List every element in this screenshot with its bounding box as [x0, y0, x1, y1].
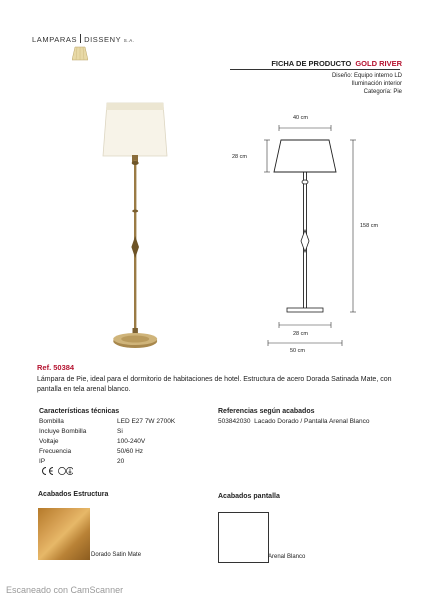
- spec-label: Incluye Bombilla: [39, 428, 87, 435]
- brand-name-left: LAMPARAS: [32, 35, 78, 44]
- lampshade-logo-icon: [72, 46, 88, 61]
- dim-top-width: 40 cm: [293, 115, 308, 121]
- spec-value: LED E27 7W 2700K: [117, 418, 176, 425]
- spec-value: 100-240V: [117, 438, 146, 445]
- dim-overall-width: 50 cm: [290, 348, 305, 354]
- technical-drawing: [255, 120, 375, 360]
- product-name: GOLD RIVER: [355, 59, 402, 68]
- spec-label: Bombilla: [39, 418, 64, 425]
- product-reference: Ref. 50384: [37, 363, 75, 372]
- spec-label: Frecuencia: [39, 448, 72, 455]
- product-description: Lámpara de Pie, ideal para el dormitorio de habitaciones de hotel. Estructura de acero Dorada Satinada Mate, con pantalla en tela arenal blanco.: [37, 376, 392, 393]
- dim-shade-height: 28 cm: [232, 154, 247, 160]
- spec-row: [39, 438, 146, 445]
- meta-category: Categoría: Pie: [363, 89, 402, 95]
- finishes-ref-row: [218, 418, 369, 425]
- spec-row: [39, 418, 176, 425]
- certification-icons: [39, 466, 73, 476]
- structure-finish-label: Dorado Satin Mate: [91, 552, 142, 558]
- ce-mark-icon: [43, 468, 54, 475]
- spec-row: [39, 428, 123, 435]
- gold-finish-swatch: [38, 508, 90, 560]
- spec-label: Voltaje: [39, 438, 59, 445]
- structure-finish-title: Acabados Estructura: [38, 491, 109, 498]
- spec-row: [39, 458, 125, 465]
- header-divider: [230, 69, 400, 70]
- brand-separator: [80, 34, 81, 43]
- spec-row: [39, 448, 144, 455]
- scanner-watermark: Escaneado con CamScanner: [6, 585, 124, 595]
- specs-title: Características técnicas: [39, 408, 120, 415]
- spec-value: 20: [117, 458, 125, 465]
- brand-name-right: DISSENY: [84, 35, 122, 44]
- meta-lighting: Iluminación interior: [351, 81, 402, 87]
- finishes-ref-title: Referencias según acabados: [218, 408, 315, 415]
- dim-base-width: 28 cm: [293, 331, 308, 337]
- product-photo: [96, 100, 176, 360]
- ip-class-icon: [58, 467, 73, 474]
- shade-finish-label: Arenal Blanco: [268, 554, 306, 560]
- finish-description: Lacado Dorado / Pantalla Arenal Blanco: [254, 418, 370, 425]
- white-finish-swatch: [218, 512, 269, 563]
- spec-value: 50/60 Hz: [117, 448, 144, 455]
- shade-finish-title: Acabados pantalla: [218, 493, 280, 500]
- spec-label: IP: [39, 458, 46, 465]
- spec-value: Si: [117, 428, 123, 435]
- meta-design: Diseño: Equipo interno LD: [331, 73, 402, 79]
- brand-name: [32, 34, 135, 44]
- title-prefix: FICHA DE PRODUCTO: [271, 59, 352, 68]
- finish-code: 503842030: [218, 418, 251, 425]
- dim-total-height: 158 cm: [360, 223, 379, 229]
- product-sheet-title: [271, 59, 402, 68]
- brand-suffix: S.A.: [123, 38, 135, 43]
